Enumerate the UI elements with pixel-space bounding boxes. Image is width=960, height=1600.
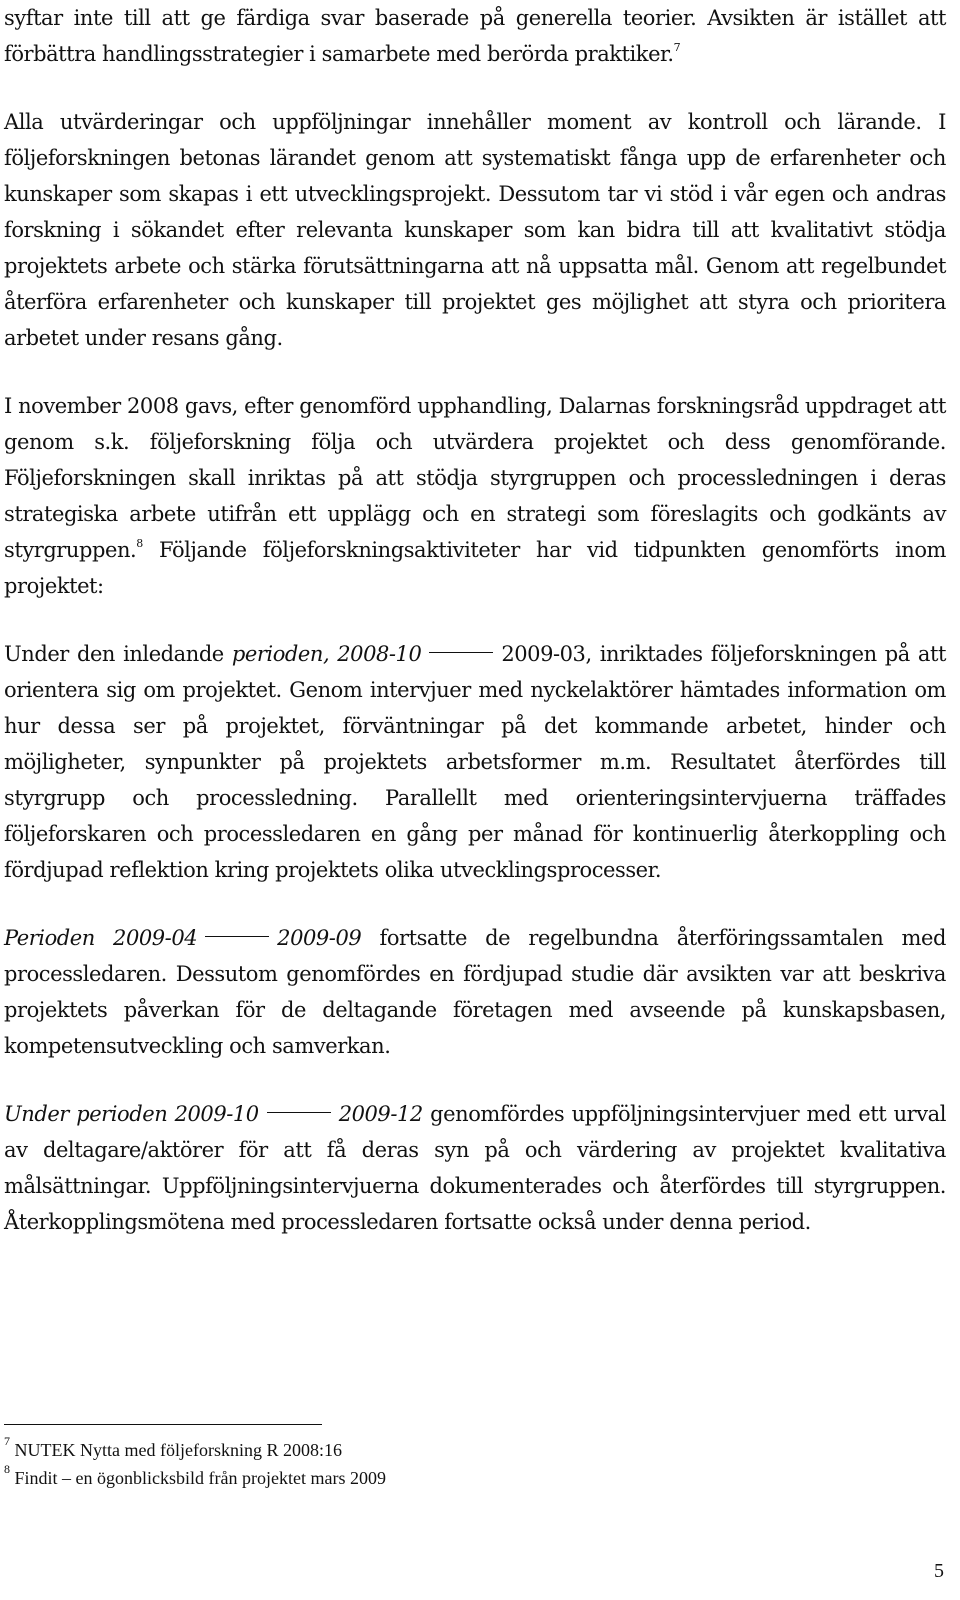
paragraph-3-text-b: Följande följeforskningsaktiviteter har vid tidpunkten genomförts inom projektet: [4, 538, 946, 598]
paragraph-4 [4, 636, 946, 888]
footnote-text: Findit – en ögonblicksbild från projektet mars 2009 [14, 1468, 386, 1488]
footnote-separator [4, 1424, 322, 1425]
paragraph-1 [4, 0, 946, 72]
paragraph-5 [4, 920, 946, 1064]
document-body [4, 0, 946, 1240]
period-dash [205, 936, 269, 937]
paragraph-2: Alla utvärderingar och uppföljningar innehåller moment av kontroll och lärande. I följeforskningen betonas lärandet genom att systematiskt fånga upp de erfarenheter och kunskaper som skapas i ett utvecklingsprojekt. Dessutom tar vi stöd i vår egen och andras forskning i sökandet efter relevanta kunskaper som kan bidra till att kvalitativt stödja projektets arbete och stärka förutsättningarna att nå uppsatta mål. Genom att regelbundet återföra erfarenheter och kunskaper till projektet ges möjlighet att styra och prioritera arbetet under resans gång. [4, 110, 946, 350]
page-number: 5 [934, 1560, 944, 1582]
period-end: 2009-12 [338, 1102, 423, 1126]
period-end: 2009-03 [501, 642, 586, 666]
paragraph-6 [4, 1096, 946, 1240]
paragraph-4-lead: Under den inledande [4, 642, 232, 666]
paragraph-3-text-a: I november 2008 gavs, efter genomförd upphandling, Dalarnas forskningsråd uppdraget att genom s.k. följeforskning följa och utvärdera projektet och dess genomförande. Följeforskningen skall inriktas på att stödja styrgruppen och processledningen i deras strategiska arbete utifrån ett upplägg och en strategi som föreslagits och godkänts av styrgruppen. [4, 394, 946, 562]
footnote-text: NUTEK Nytta med följeforskning R 2008:16 [14, 1440, 342, 1460]
footnote-ref-8[interactable]: 8 [136, 537, 143, 550]
period-label: Under perioden 2009-10 [4, 1102, 259, 1126]
period-end: 2009-09 [277, 926, 362, 950]
footnote-number: 8 [4, 1462, 10, 1476]
period-dash [267, 1112, 331, 1113]
footnote-8 [4, 1464, 386, 1492]
period-label: perioden, 2008-10 [231, 642, 422, 666]
paragraph-4-text: , inriktades följeforskningen på att orientera sig om projektet. Genom intervjuer med nyckelaktörer hämtades information om hur dessa ser på projektet, förväntningar på det kommande arbetet, hinder och möjligheter, synpunkter på projektets arbetsformer m.m. Resultatet återfördes till styrgrupp och processledning. Parallellt med orienteringsintervjuerna träffades följeforskaren och processledaren en gång per månad för kontinuerlig återkoppling och fördjupad reflektion kring projektets olika utvecklingsprocesser. [4, 642, 946, 882]
footnotes [4, 1436, 386, 1492]
footnote-ref-7[interactable]: 7 [673, 41, 681, 54]
paragraph-6-text: genomfördes uppföljningsintervjuer med ett urval av deltagare/aktörer för att få deras syn på och värdering av projektet kvalitativa målsättningar. Uppföljningsintervjuerna dokumenterades och återfördes till styrgruppen. Återkopplingsmötena med processledaren fortsatte också under denna period. [4, 1102, 946, 1234]
period-label: Perioden 2009-04 [4, 926, 198, 950]
paragraph-1-text: syftar inte till att ge färdiga svar baserade på generella teorier. Avsikten är istället att förbättra handlingsstrategier i samarbete med berörda praktiker. [4, 6, 946, 66]
paragraph-5-text: fortsatte de regelbundna återföringssamtalen med processledaren. Dessutom genomfördes en fördjupad studie där avsikten var att beskriva projektets påverkan för de deltagande företagen med avseende på kunskapsbasen, kompetensutveckling och samverkan. [4, 926, 946, 1058]
footnote-7 [4, 1436, 386, 1464]
period-dash [429, 652, 493, 653]
paragraph-3 [4, 388, 946, 604]
footnote-number: 7 [4, 1434, 10, 1448]
